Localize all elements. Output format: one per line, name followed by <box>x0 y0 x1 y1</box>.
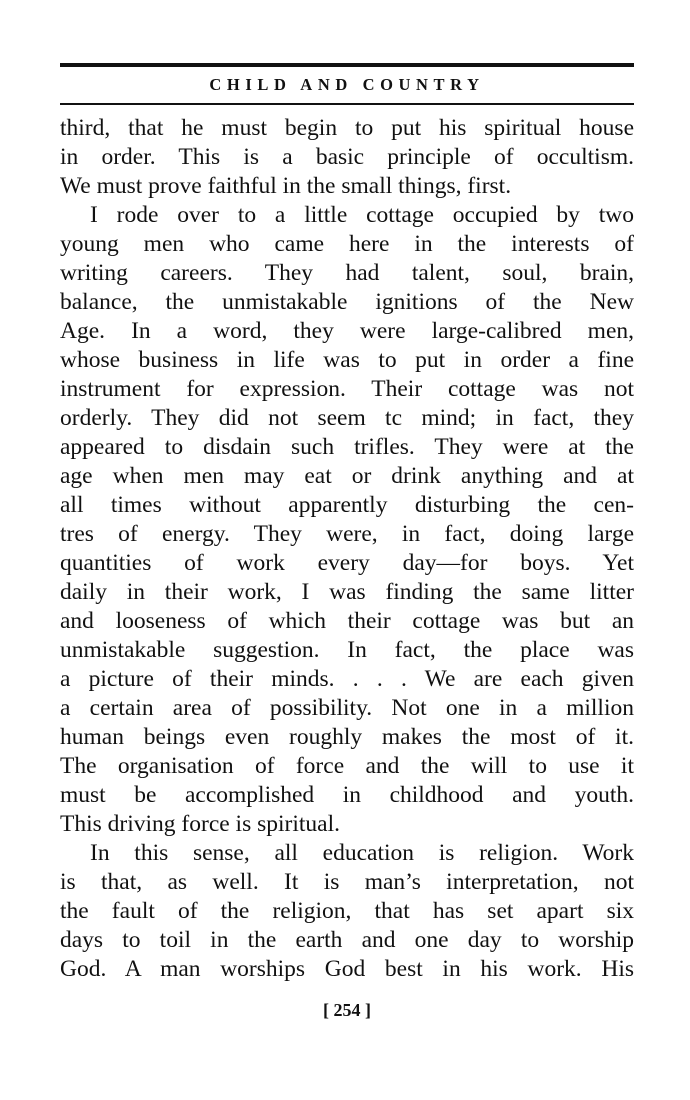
text-line: whose business in life was to put in order a fine <box>60 347 634 373</box>
text-line: the fault of the religion, that has set apart six <box>60 898 634 924</box>
text-line: I rode over to a little cottage occupied by two <box>90 202 634 228</box>
text-line: daily in their work, I was finding the same litter <box>60 579 634 605</box>
text-line: orderly. They did not seem tc mind; in fact, they <box>60 405 634 431</box>
text-line: must be accomplished in childhood and youth. <box>60 782 634 808</box>
text-line: human beings even roughly makes the most of it. <box>60 724 634 750</box>
header-rule-bottom <box>60 103 634 105</box>
text-line: appeared to disdain such trifles. They were at the <box>60 434 634 460</box>
text-line: all times without apparently disturbing the cen- <box>60 492 634 518</box>
text-line: a picture of their minds. . . . We are each given <box>60 666 634 692</box>
text-line: days to toil in the earth and one day to worship <box>60 927 634 953</box>
text-line: instrument for expression. Their cottage was not <box>60 376 634 402</box>
text-line: a certain area of possibility. Not one in a million <box>60 695 634 721</box>
text-line: quantities of work every day—for boys. Yet <box>60 550 634 576</box>
text-line: third, that he must begin to put his spiritual house <box>60 115 634 141</box>
text-line: writing careers. They had talent, soul, brain, <box>60 260 634 286</box>
text-line: Age. In a word, they were large-calibred men, <box>60 318 634 344</box>
header-rule-top <box>60 63 634 67</box>
text-line: and looseness of which their cottage was but an <box>60 608 634 634</box>
text-line: God. A man worships God best in his work. His <box>60 956 634 982</box>
text-line: The organisation of force and the will to use it <box>60 753 634 779</box>
text-line: tres of energy. They were, in fact, doing large <box>60 521 634 547</box>
text-line: balance, the unmistakable ignitions of the New <box>60 289 634 315</box>
running-head: CHILD AND COUNTRY <box>209 75 485 94</box>
text-line: young men who came here in the interests of <box>60 231 634 257</box>
text-line: This driving force is spiritual. <box>60 811 340 837</box>
body-text <box>60 114 634 984</box>
text-line: We must prove faithful in the small things, first. <box>60 173 512 199</box>
text-line: in order. This is a basic principle of occultism. <box>60 144 634 170</box>
text-line: unmistakable suggestion. In fact, the place was <box>60 637 634 663</box>
text-line: In this sense, all education is religion. Work <box>90 840 634 866</box>
text-line: is that, as well. It is man’s interpretation, not <box>60 869 634 895</box>
page-number: [ 254 ] <box>323 1000 371 1020</box>
text-line: age when men may eat or drink anything and at <box>60 463 634 489</box>
